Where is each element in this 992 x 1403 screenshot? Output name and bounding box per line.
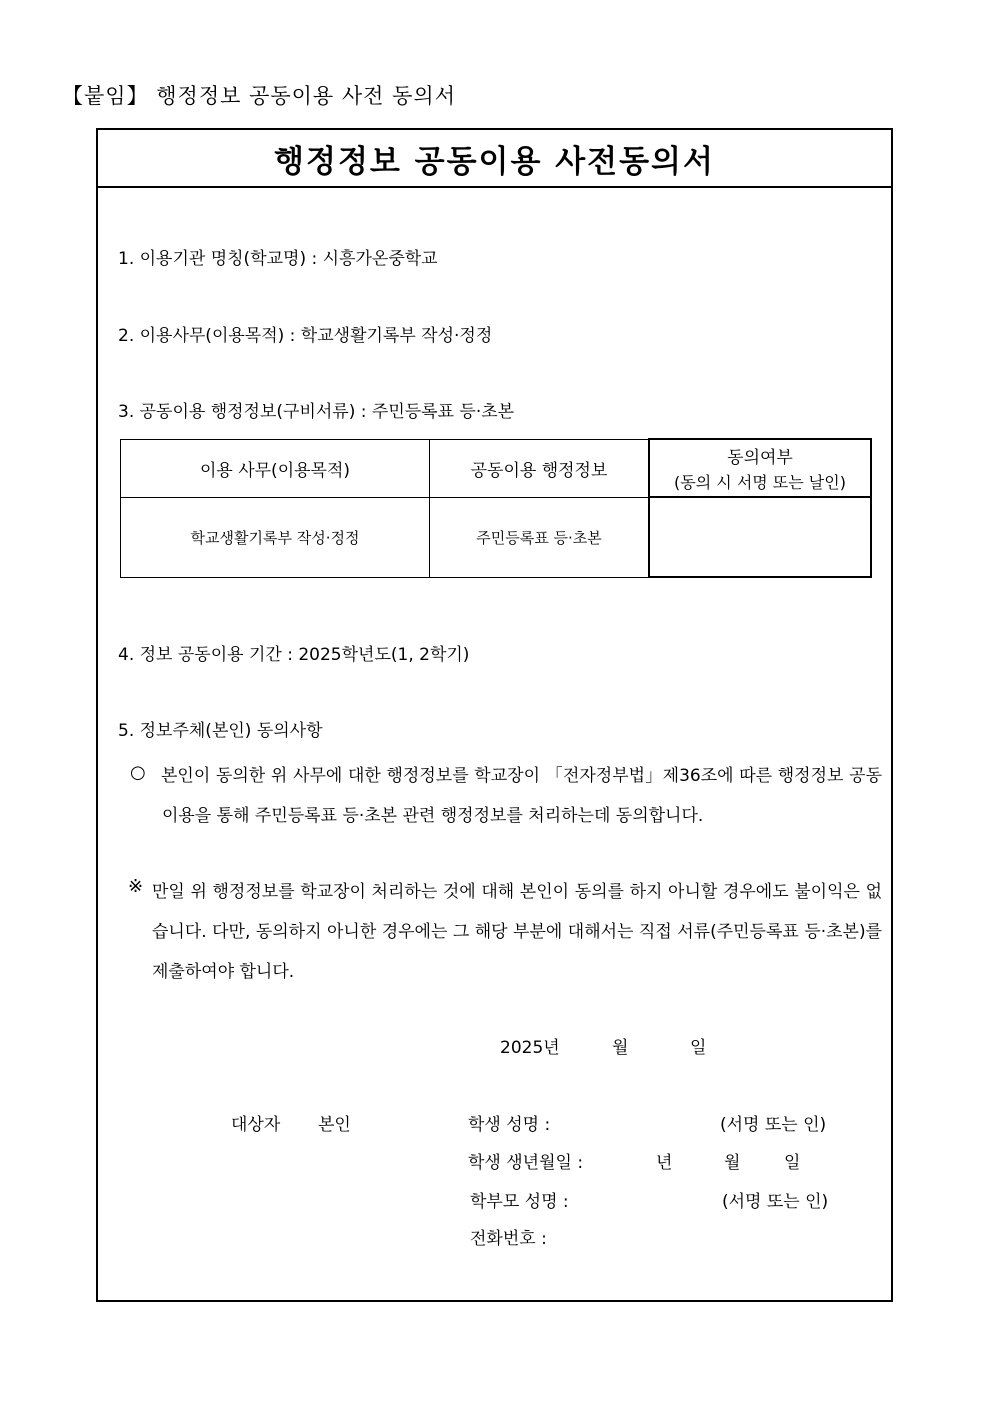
item-institution: 1. 이용기관 명칭(학교명) : 시흥가온중학교 — [118, 249, 438, 269]
note-statement — [152, 872, 882, 992]
title-row — [98, 130, 891, 188]
consent-statement-text: 본인이 동의한 위 사무에 대한 행정정보를 학교장이 「전자정부법」제36조에 따른 행정정보 공동이용을 통해 주민등록표 등·초본 관련 행정정보를 처리하는데 동의합니다. — [161, 766, 882, 826]
parent-name-label: 학부모 성명 : — [470, 1192, 569, 1212]
phone-label: 전화번호 : — [470, 1229, 547, 1249]
table-cell-info: 주민등록표 등·초본 — [430, 497, 650, 577]
student-birth-label: 학생 생년월일 : — [468, 1153, 584, 1173]
student-sign-field[interactable]: (서명 또는 인) — [720, 1115, 827, 1135]
table-header-info: 공동이용 행정정보 — [430, 439, 650, 497]
item-period: 4. 정보 공동이용 기간 : 2025학년도(1, 2학기) — [118, 645, 470, 665]
item-admin-info: 3. 공동이용 행정정보(구비서류) : 주민등록표 등·초본 — [118, 402, 515, 422]
birth-year-field[interactable]: 년 — [656, 1153, 673, 1173]
table-row — [121, 497, 872, 577]
attachment-label: 【붙임】 행정정보 공동이용 사전 동의서 — [62, 84, 456, 108]
table-cell-purpose: 학교생활기록부 작성·정정 — [121, 497, 430, 577]
table-header-consent — [649, 439, 871, 497]
table-header-row — [121, 439, 872, 497]
parent-sign-field[interactable]: (서명 또는 인) — [722, 1192, 829, 1212]
form-title: 행정정보 공동이용 사전동의서 — [274, 143, 715, 180]
date-year: 2025년 — [500, 1038, 560, 1058]
consent-header: 동의여부 — [727, 448, 793, 468]
student-name-label: 학생 성명 : — [468, 1115, 551, 1135]
note-statement-text: 만일 위 행정정보를 학교장이 처리하는 것에 대해 본인이 동의를 하지 아니할 경우에도 불이익은 없습니다. 다만, 동의하지 아니한 경우에는 그 해당 부분에 대해서는 직접 서류(주민등록표 등·초본)를 제출하여야 합니다. — [152, 882, 882, 982]
consent-form — [96, 128, 893, 1302]
date-day[interactable]: 일 — [690, 1038, 707, 1058]
consent-table — [120, 438, 872, 578]
birth-month-field[interactable]: 월 — [724, 1153, 741, 1173]
subject-label: 대상자 — [231, 1115, 281, 1135]
subject-value: 본인 — [318, 1115, 351, 1135]
consent-subheader: (동의 시 서명 또는 날인) — [674, 473, 846, 492]
circle-bullet-icon: ○ — [130, 762, 146, 783]
note-mark-icon: ※ — [128, 876, 144, 897]
birth-day-field[interactable]: 일 — [784, 1153, 801, 1173]
date-month[interactable]: 월 — [612, 1038, 629, 1058]
item-consent-heading: 5. 정보주체(본인) 동의사항 — [118, 721, 323, 741]
table-header-purpose: 이용 사무(이용목적) — [121, 439, 430, 497]
consent-statement — [162, 756, 882, 836]
consent-signature-cell[interactable] — [649, 497, 871, 577]
item-purpose: 2. 이용사무(이용목적) : 학교생활기록부 작성·정정 — [118, 326, 493, 346]
